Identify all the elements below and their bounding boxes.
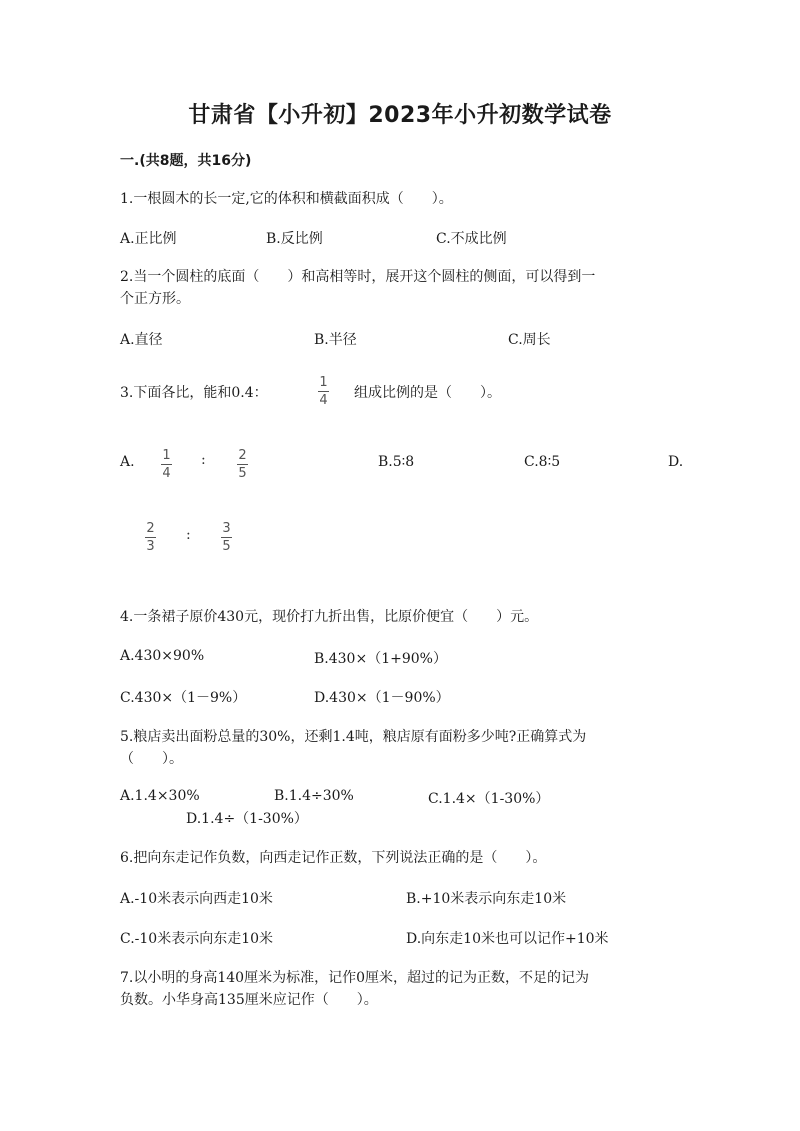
option-b: B.反比例	[266, 231, 323, 247]
fraction-numerator: 2	[238, 448, 247, 463]
option-a: A.-10米表示向西走10米	[120, 891, 273, 907]
question-stem-continued: 个正方形。	[120, 291, 190, 307]
fraction	[221, 521, 232, 554]
option-a: A.正比例	[120, 231, 177, 247]
fraction-denominator: 5	[222, 539, 231, 554]
option-a: A.直径	[120, 332, 163, 348]
option-b: B.430×（1+90%）	[314, 651, 447, 667]
fraction	[145, 521, 156, 554]
option-c: C.8∶5	[524, 454, 561, 470]
ratio-colon: :	[201, 452, 206, 468]
option-c: C.周长	[508, 332, 551, 348]
question-stem-continued: （ ）。	[120, 751, 183, 767]
fraction-denominator: 4	[319, 393, 328, 408]
fraction-denominator: 3	[146, 539, 155, 554]
fraction-denominator: 5	[238, 466, 247, 481]
section-heading: 一.(共8题，共16分)	[120, 153, 252, 169]
question-stem: 3.下面各比，能和0.4：	[120, 385, 268, 401]
option-d-label: D.	[668, 454, 684, 470]
option-b: B.+10米表示向东走10米	[406, 891, 567, 907]
question-stem: 1.一根圆木的长一定,它的体积和横截面积成（ ）。	[120, 191, 453, 207]
fraction-bar	[318, 391, 329, 392]
fraction-numerator: 3	[222, 521, 231, 536]
question-stem: 4.一条裙子原价430元，现价打九折出售，比原价便宜（ ）元。	[120, 609, 539, 625]
option-a: A.1.4×30%	[120, 788, 200, 804]
question-stem-continued: 负数。小华身高135厘米应记作（ ）。	[120, 992, 378, 1008]
option-a-label: A.	[120, 454, 135, 470]
fraction-bar	[161, 464, 172, 465]
question-stem: 6.把向东走记作负数，向西走记作正数，下列说法正确的是（ ）。	[120, 850, 547, 866]
option-d: D.向东走10米也可以记作+10米	[406, 931, 609, 947]
option-b: B.半径	[314, 332, 357, 348]
page-title: 甘肃省【小升初】2023年小升初数学试卷	[188, 103, 612, 128]
question-stem-suffix: 组成比例的是（ ）。	[354, 385, 501, 401]
option-c: C.-10米表示向东走10米	[120, 931, 274, 947]
question-stem: 7.以小明的身高140厘米为标准，记作0厘米，超过的记为正数，不足的记为	[120, 970, 589, 986]
option-a: A.430×90%	[120, 648, 205, 664]
fraction-numerator: 1	[162, 448, 171, 463]
option-c: C.430×（1－9%）	[120, 690, 247, 706]
ratio-colon: :	[186, 527, 191, 543]
fraction	[318, 375, 329, 408]
fraction-numerator: 1	[319, 375, 328, 390]
option-d: D.1.4÷（1-30%）	[186, 811, 308, 827]
question-stem: 2.当一个圆柱的底面（ ）和高相等时，展开这个圆柱的侧面，可以得到一	[120, 269, 596, 285]
option-c: C.1.4×（1-30%）	[428, 791, 550, 807]
option-d: D.430×（1－90%）	[314, 690, 450, 706]
fraction-bar	[145, 537, 156, 538]
option-b: B.5∶8	[378, 454, 415, 470]
fraction-numerator: 2	[146, 521, 155, 536]
fraction-bar	[237, 464, 248, 465]
fraction-bar	[221, 537, 232, 538]
question-stem: 5.粮店卖出面粉总量的30%，还剩1.4吨，粮店原有面粉多少吨?正确算式为	[120, 729, 587, 745]
fraction	[237, 448, 248, 481]
fraction-denominator: 4	[162, 466, 171, 481]
fraction	[161, 448, 172, 481]
option-c: C.不成比例	[436, 231, 507, 247]
option-b: B.1.4÷30%	[274, 788, 354, 804]
